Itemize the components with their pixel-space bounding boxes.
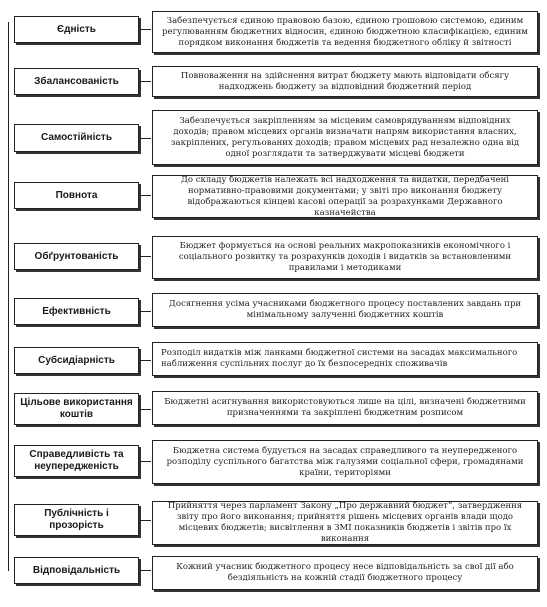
principle-description: Бюджет формується на основі реальних макропоказників економічного і соціального розвитку та розрахунків доходів і видатків за встановленими правилами і методиками [152, 236, 538, 279]
principle-name: Повнота [14, 182, 139, 209]
principle-description: Бюджетна система будується на засадах справедливого та неупередженого розподілу суспільного багатства між галузями соціальної сфери, громадянами країни, територіями [152, 440, 538, 484]
principle-name: Збалансованість [14, 68, 139, 95]
row-connector [140, 256, 151, 257]
row-connector [140, 311, 151, 312]
principle-name: Відповідальність [14, 557, 139, 584]
row-connector [140, 409, 151, 410]
principle-description: Повноваження на здійснення витрат бюджету мають відповідати обсягу надходжень бюджету за відповідний бюджетний період [152, 66, 538, 97]
row-connector [140, 138, 151, 139]
principle-description: Розподіл видатків між ланками бюджетної системи на засадах максимального наближення суспільних послуг до їх безпосередніх споживачів [152, 342, 538, 376]
principle-description: Досягнення усіма учасниками бюджетного процесу поставлених завдань при мінімальному залученні бюджетних коштів [152, 293, 538, 327]
principle-name: Єдність [14, 16, 139, 43]
principle-description: Бюджетні асигнування використовуються лише на цілі, визначені бюджетними призначеннями та закріплені бюджетним розписом [152, 391, 538, 425]
row-connector [140, 29, 151, 30]
principle-description: Забезпечується закріпленням за місцевим самоврядуванням відповідних доходів; правом місцевих органів визначати напрям використання власних, закріплених, регульованих доходів; правом місцевих рад незалежно одна від одної розглядати та затверджувати місцеві бюджети [152, 110, 538, 165]
principle-name: Ефективність [14, 298, 139, 325]
row-connector [140, 570, 151, 571]
principle-description: До складу бюджетів належать всі надходження та видатки, передбачені нормативно-правовими документами; у звіті про виконання бюджету відображаються кінцеві касові операції за розрахунками Державного казначейства [152, 175, 538, 218]
principle-name: Обґрунтованість [14, 243, 139, 270]
row-connector [140, 461, 151, 462]
row-connector [140, 195, 151, 196]
principle-description: Забезпечується єдиною правовою базою, єдиною грошовою системою, єдиним регулюванням бюджетних відносин, єдиною бюджетною класифікацією, єдиним порядком виконання бюджетів та ведення бюджетного обліку й звітності [152, 11, 538, 53]
row-connector [140, 360, 151, 361]
row-connector [140, 81, 151, 82]
principle-name: Самостійність [14, 124, 139, 152]
row-connector [140, 520, 151, 521]
connector-spine [8, 22, 9, 571]
principle-name: Субсидіарність [14, 347, 139, 374]
principle-name: Справедливість та неупередженість [14, 445, 139, 477]
principle-description: Кожний учасник бюджетного процесу несе відповідальність за свої дії або бездіяльність на кожній стадії бюджетного процесу [152, 556, 538, 590]
principle-name: Публічність і прозорість [14, 504, 139, 536]
principle-name: Цільове використання коштів [14, 393, 139, 425]
principle-description: Прийняття через парламент Закону „Про державний бюджет”, затвердження звіту про його виконання; прийняття рішень місцевих органів влади щодо місцевих бюджетів; висвітлення в ЗМІ показників бюджетів і звітів про їх виконання [152, 501, 538, 545]
